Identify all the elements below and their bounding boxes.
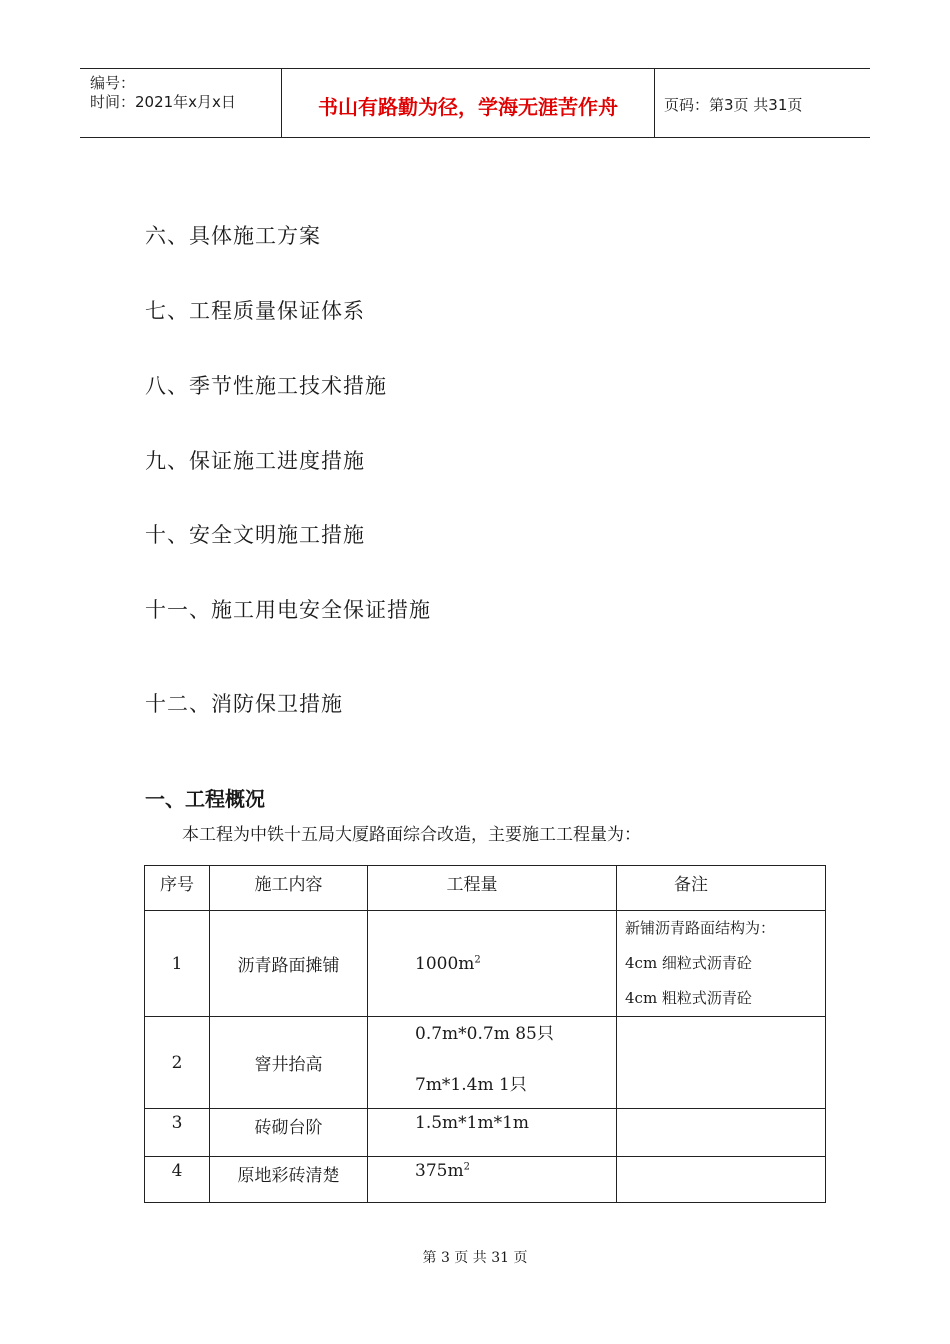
row-content: 窨井抬高 bbox=[210, 1017, 368, 1109]
table-row bbox=[145, 1157, 826, 1203]
section-title: 一、工程概况 bbox=[145, 787, 265, 811]
row-content: 原地彩砖清楚 bbox=[210, 1157, 368, 1203]
header-meta bbox=[80, 69, 280, 137]
row-quantity: 0.7m*0.7m 85只 7m*1.4m 1只 bbox=[368, 1017, 617, 1109]
page-footer: 第 3 页 共 31 页 bbox=[422, 1250, 528, 1266]
header-cell: 序号 bbox=[145, 866, 210, 911]
header-page-cell bbox=[654, 69, 870, 137]
toc-item: 八、季节性施工技术措施 bbox=[145, 374, 387, 398]
row-quantity: $375m^2$ bbox=[368, 1157, 617, 1203]
table-row bbox=[145, 911, 826, 1017]
quantity-table bbox=[144, 865, 826, 1203]
row-notes bbox=[617, 1109, 826, 1157]
number-label: 编号： bbox=[90, 74, 136, 92]
toc-item: 九、保证施工进度措施 bbox=[145, 449, 365, 473]
toc-item: 六、具体施工方案 bbox=[145, 224, 321, 248]
row-content: 砖砌台阶 bbox=[210, 1109, 368, 1157]
time-label: 时间：2021年x月x日 bbox=[90, 93, 236, 111]
section-intro: 本工程为中铁十五局大厦路面综合改造，主要施工工程量为： bbox=[182, 825, 641, 845]
row-number: 2 bbox=[145, 1017, 210, 1109]
row-notes bbox=[617, 1157, 826, 1203]
table-header-row bbox=[145, 866, 826, 911]
row-number: 4 bbox=[145, 1157, 210, 1203]
toc-item: 十二、消防保卫措施 bbox=[145, 692, 343, 716]
row-quantity: $1000m^2$ bbox=[368, 911, 617, 1017]
toc-item: 七、工程质量保证体系 bbox=[145, 299, 365, 323]
page-header bbox=[80, 68, 870, 138]
header-motto-cell bbox=[281, 69, 655, 137]
toc-item: 十一、施工用电安全保证措施 bbox=[145, 598, 431, 622]
toc-item: 十、安全文明施工措施 bbox=[145, 523, 365, 547]
row-notes bbox=[617, 1017, 826, 1109]
page-label: 页码：第3页 共31页 bbox=[664, 96, 803, 114]
header-cell: 施工内容 bbox=[210, 866, 368, 911]
header-cell: 工程量 bbox=[368, 866, 617, 911]
row-number: 3 bbox=[145, 1109, 210, 1157]
motto: 书山有路勤为径，学海无涯苦作舟 bbox=[318, 95, 618, 119]
row-quantity: 1.5m*1m*1m bbox=[368, 1109, 617, 1157]
row-content: 沥青路面摊铺 bbox=[210, 911, 368, 1017]
header-cell: 备注 bbox=[617, 866, 826, 911]
row-notes: 新铺沥青路面结构为： 4cm 细粒式沥青砼 4cm 粗粒式沥青砼 bbox=[617, 911, 826, 1017]
table-row bbox=[145, 1017, 826, 1109]
row-number: 1 bbox=[145, 911, 210, 1017]
table-row bbox=[145, 1109, 826, 1157]
